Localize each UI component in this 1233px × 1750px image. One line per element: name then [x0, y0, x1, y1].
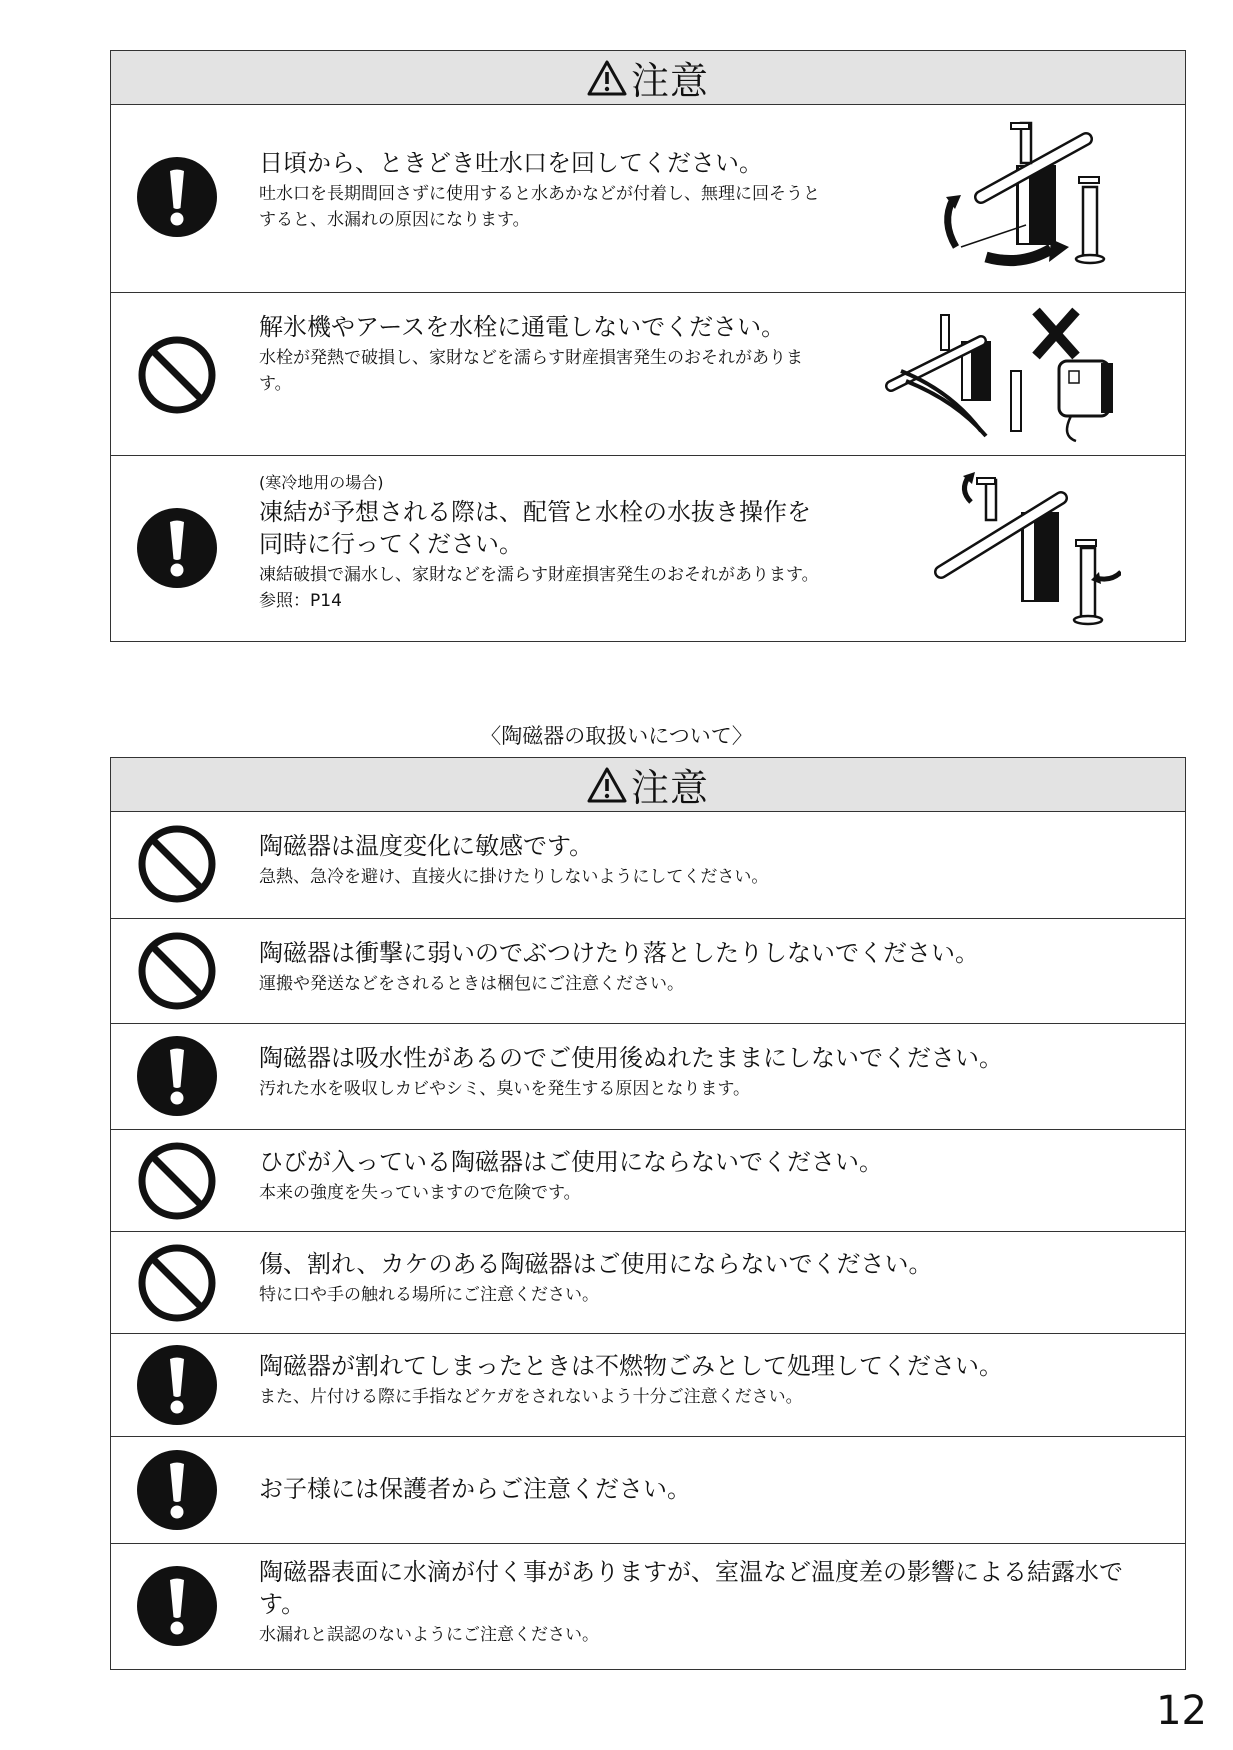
panel-1-heading	[111, 51, 1185, 105]
mandatory-icon	[137, 1345, 217, 1425]
thawing-machine-illustration	[871, 301, 1121, 451]
caution-row	[111, 292, 1185, 455]
mandatory-icon	[137, 1036, 217, 1116]
prohibition-icon	[137, 335, 217, 415]
caution-panel-1	[110, 50, 1186, 642]
drain-operation-illustration	[911, 462, 1121, 632]
row-description: 汚れた水を吸収しカビやシミ、臭いを発生する原因となります。	[259, 1079, 750, 1099]
caution-row	[111, 1231, 1185, 1333]
caution-row	[111, 812, 1185, 918]
prohibition-icon	[137, 824, 217, 904]
caution-row	[111, 1436, 1185, 1543]
page-number: 12	[1156, 1688, 1207, 1734]
mandatory-icon	[137, 508, 217, 588]
row-title: 陶磁器は温度変化に敏感です。	[259, 832, 594, 860]
faucet-rotate-illustration	[931, 117, 1111, 277]
row-description: 水漏れと誤認のないようにご注意ください。	[259, 1625, 599, 1645]
row-title: 傷、割れ、カケのある陶磁器はご使用にならないでください。	[259, 1250, 933, 1278]
caution-row	[111, 455, 1185, 642]
row-description: 凍結破損で漏水し、家財などを濡らす財産損害発生のおそれがあります。参照：P14	[259, 565, 819, 611]
row-description: 運搬や発送などをされるときは梱包にご注意ください。	[259, 974, 684, 994]
panel-2-heading	[111, 758, 1185, 812]
row-title: 凍結が予想される際は、配管と水栓の水抜き操作を同時に行ってください。	[259, 498, 811, 558]
row-title: ひびが入っている陶磁器はご使用にならないでください。	[259, 1148, 883, 1176]
panel-2-heading-text: 注意	[630, 766, 709, 810]
row-description: 急熱、急冷を避け、直接火に掛けたりしないようにしてください。	[259, 867, 769, 887]
caution-row	[111, 1023, 1185, 1129]
mandatory-icon	[137, 1566, 217, 1646]
row-title: 陶磁器表面に水滴が付く事がありますが、室温など温度差の影響による結露水です。	[259, 1558, 1123, 1618]
section-caption: 〈陶磁器の取扱いについて〉	[480, 724, 753, 748]
caution-row	[111, 1543, 1185, 1668]
panel-1-heading-text: 注意	[630, 59, 709, 103]
caution-row	[111, 1333, 1185, 1436]
warning-triangle-icon	[587, 60, 627, 96]
mandatory-icon	[137, 1450, 217, 1530]
row-title: 陶磁器は吸水性があるのでご使用後ぬれたままにしないでください。	[259, 1044, 1003, 1072]
row-description: 特に口や手の触れる場所にご注意ください。	[259, 1285, 599, 1305]
mandatory-icon	[137, 157, 217, 237]
caution-row	[111, 105, 1185, 292]
prohibition-icon	[137, 931, 217, 1011]
caution-panel-2	[110, 757, 1186, 1670]
row-title: お子様には保護者からご注意ください。	[259, 1475, 691, 1503]
row-title: 日頃から、ときどき吐水口を回してください。	[259, 149, 763, 177]
row-description: 吐水口を長期間回さずに使用すると水あかなどが付着し、無理に回そうとすると、水漏れの原因になります。	[259, 184, 820, 230]
caution-row	[111, 1129, 1185, 1231]
prohibition-icon	[137, 1141, 217, 1221]
row-description: 水栓が発熱で破損し、家財などを濡らす財産損害発生のおそれがあります。	[259, 348, 803, 394]
row-description: また、片付ける際に手指などケガをされないよう十分ご注意ください。	[259, 1387, 803, 1407]
prohibition-icon	[137, 1243, 217, 1323]
caution-row	[111, 918, 1185, 1023]
row-subheading: (寒冷地用の場合)	[259, 473, 384, 492]
row-title: 陶磁器が割れてしまったときは不燃物ごみとして処理してください。	[259, 1352, 1003, 1380]
row-description: 本来の強度を失っていますので危険です。	[259, 1183, 581, 1203]
warning-triangle-icon	[587, 767, 627, 803]
row-title: 陶磁器は衝撃に弱いのでぶつけたり落としたりしないでください。	[259, 939, 979, 967]
row-title: 解氷機やアースを水栓に通電しないでください。	[259, 313, 786, 341]
